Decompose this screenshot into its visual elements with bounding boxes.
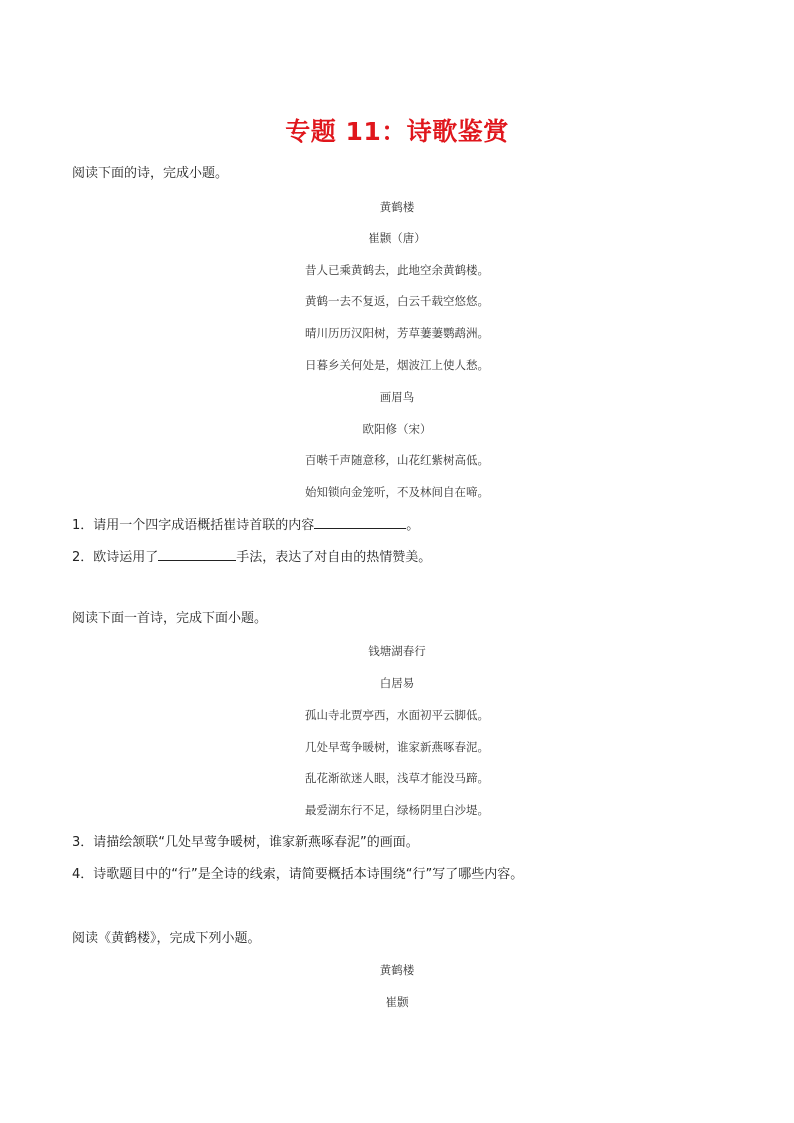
poem3-title: 钱塘湖春行 — [368, 644, 426, 658]
poem3-line: 几处早莺争暖树，谁家新燕啄春泥。 — [305, 740, 489, 754]
answer-blank-2[interactable] — [158, 548, 236, 561]
section1-intro: 阅读下面的诗，完成小题。 — [72, 166, 229, 181]
question-1-end: 。 — [406, 518, 420, 533]
question-2 — [72, 548, 431, 567]
poem3-line: 最爱湖东行不足，绿杨阴里白沙堤。 — [305, 803, 489, 817]
poem3-line: 乱花渐欲迷人眼，浅草才能没马蹄。 — [305, 771, 489, 785]
poem1-title: 黄鹤楼 — [379, 200, 415, 214]
section2-intro: 阅读下面一首诗，完成下面小题。 — [72, 611, 268, 626]
question-2-text: 2．欧诗运用了 — [72, 550, 159, 565]
question-3: 3．请描绘颔联“几处早莺争暖树，谁家新燕啄春泥”的画面。 — [72, 835, 419, 850]
section3-intro: 阅读《黄鹤楼》，完成下列小题。 — [72, 931, 261, 946]
poem2-line: 百啭千声随意移，山花红紫树高低。 — [305, 453, 489, 467]
question-4: 4．诗歌题目中的“行”是全诗的线索，请简要概括本诗围绕“行”写了哪些内容。 — [72, 867, 524, 882]
poem2-title: 画眉鸟 — [379, 390, 415, 404]
poem4-author: 崔颢 — [385, 995, 409, 1009]
poem1-line: 黄鹤一去不复返，白云千载空悠悠。 — [305, 294, 489, 308]
question-1-text: 1．请用一个四字成语概括崔诗首联的内容 — [72, 518, 315, 533]
poem1-line: 昔人已乘黄鹤去，此地空余黄鹤楼。 — [305, 263, 489, 277]
answer-blank-1[interactable] — [314, 516, 406, 529]
poem2-author: 欧阳修（宋） — [362, 422, 432, 436]
poem3-author: 白居易 — [379, 676, 415, 690]
question-1 — [72, 516, 419, 535]
poem1-author: 崔颢（唐） — [368, 231, 426, 245]
page-title: 专题 11：诗歌鉴赏 — [285, 117, 509, 146]
poem2-line: 始知锁向金笼听，不及林间自在啼。 — [305, 485, 489, 499]
question-2-end: 手法，表达了对自由的热情赞美。 — [236, 550, 432, 565]
poem1-line: 晴川历历汉阳树，芳草萋萋鹦鹉洲。 — [305, 326, 489, 340]
poem1-line: 日暮乡关何处是，烟波江上使人愁。 — [305, 358, 489, 372]
poem3-line: 孤山寺北贾亭西，水面初平云脚低。 — [305, 708, 489, 722]
poem4-title: 黄鹤楼 — [379, 963, 415, 977]
